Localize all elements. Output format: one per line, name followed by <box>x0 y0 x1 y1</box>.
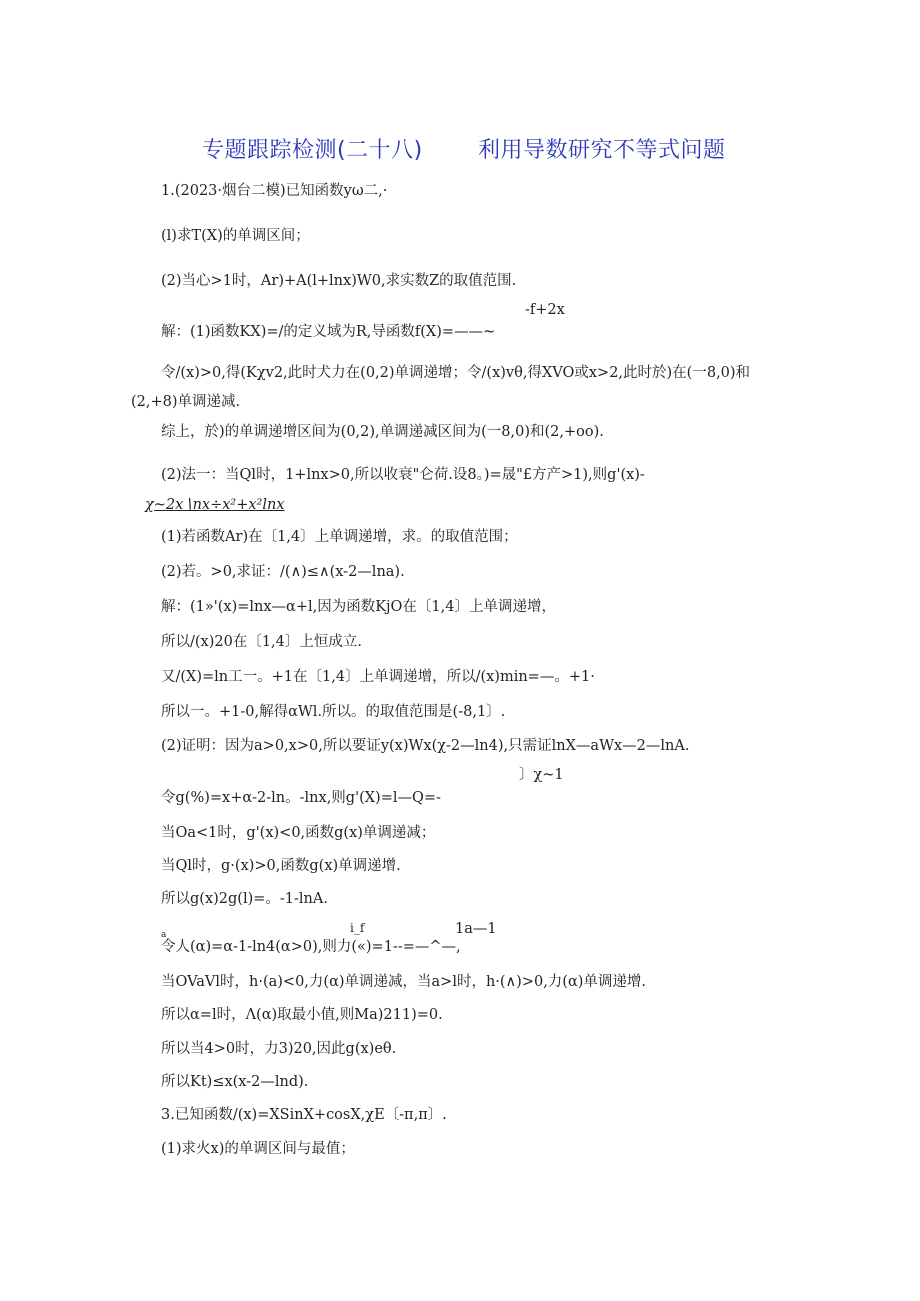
proof-min-g: 所以g(x)2g(l)=。-1-lnA. <box>161 891 328 907</box>
problem-2-part-1: (1)若函数Ar)在〔1,4〕上单调递增，求。的取值范围； <box>161 529 518 545</box>
title-part-1: 专题跟踪检测(二十八) <box>202 138 423 163</box>
derivative-expression: χ~2x∖nx÷x²+x²lnx <box>145 497 285 513</box>
solution-1-monotonic-cont: (2,+8)单调递减. <box>131 394 241 410</box>
proof-define-g: 令g(%)=x+α-2-ln。-lnx,则g'(X)=l—Q=- <box>161 790 441 806</box>
solution-1-summary: 综上，於)的单调递增区间为(0,2),单调递减区间为(一8,0)和(2,+oo). <box>161 424 604 440</box>
problem-3-statement: 3.已知函数/(x)=XSinX+cosX,χE〔-π,π〕. <box>161 1107 447 1123</box>
problem-1-part-2: (2)当心>1时，Ar)+A(l+lnx)W0,求实数Z的取值范围. <box>161 273 517 289</box>
proof-intro: (2)证明：因为a>0,x>0,所以要证y(x)Wx(χ-2—ln4),只需证lnX—aWx—2—lnA. <box>161 738 690 754</box>
solution-2-step-1: 所以/(x)20在〔1,4〕上恒成立. <box>161 634 362 650</box>
fraction-numerator: -f+2x <box>525 302 565 318</box>
proof-conclusion-1: 所以当4>0时，力3)20,因此g(x)eθ. <box>161 1041 397 1057</box>
superscript-fragment: i_f <box>350 921 365 935</box>
proof-case-1: 当Oa<1时，g'(x)<0,函数g(x)单调递减； <box>161 825 436 841</box>
problem-1-part-1: (l)求T(X)的单调区间； <box>161 228 310 244</box>
subscript-a: a <box>161 930 167 940</box>
solution-2-range: 所以一。+1-0,解得αWl.所以。的取值范围是(-8,1〕. <box>161 704 506 720</box>
proof-conclusion-2: 所以Kt)≤x(x-2—lnd). <box>161 1074 309 1090</box>
solution-2-intro: 解：(1»'(x)=lnx—α+l,因为函数KjO在〔1,4〕上单调递增， <box>161 599 556 615</box>
solution-1-monotonic: 令/(x)>0,得(Kχv2,此时犬力在(0,2)单调递增；令/(x)vθ,得XVO或x>2,此时於)在(一8,0)和 <box>161 365 751 381</box>
solution-2-step-2: 又/(X)=ln工一。+1在〔1,4〕上单调递增，所以/(x)min=—。+1· <box>161 669 595 685</box>
solution-2-method-1: (2)法一：当Ql时，1+lnx>0,所以收衰"仑荷.设8。)=晟"£方产>1),则g'(x)- <box>161 467 645 483</box>
problem-1-statement: 1.(2023·烟台二模)已知函数yω二,· <box>161 183 388 199</box>
proof-case-2: 当Ql时，g·(x)>0,函数g(x)单调递增. <box>161 858 401 874</box>
proof-h-min: 所以α=l时，Λ(α)取最小值,则Ma)211)=0. <box>161 1007 443 1023</box>
fraction-fragment-2: 1a—1 <box>455 921 497 937</box>
title-part-2: 利用导数研究不等式问题 <box>478 138 726 163</box>
fraction-fragment: 〕χ~1 <box>519 767 564 783</box>
problem-3-part-1: (1)求火x)的单调区间与最值； <box>161 1141 355 1157</box>
solution-1-intro: 解：(1)函数KX)=/的定义域为R,导函数f(X)=——~ <box>161 324 496 340</box>
proof-h-monotonic: 当OVaVl时，h·(a)<0,力(α)单调递减，当a>l时，h·(∧)>0,力(α)单调递增. <box>161 974 647 990</box>
problem-2-part-2: (2)若。>0,求证：/(∧)≤∧(x-2—lna). <box>161 564 405 580</box>
proof-define-h: 令人(α)=α-1-ln4(α>0),则力(«)=1--=—^—, <box>161 939 461 955</box>
